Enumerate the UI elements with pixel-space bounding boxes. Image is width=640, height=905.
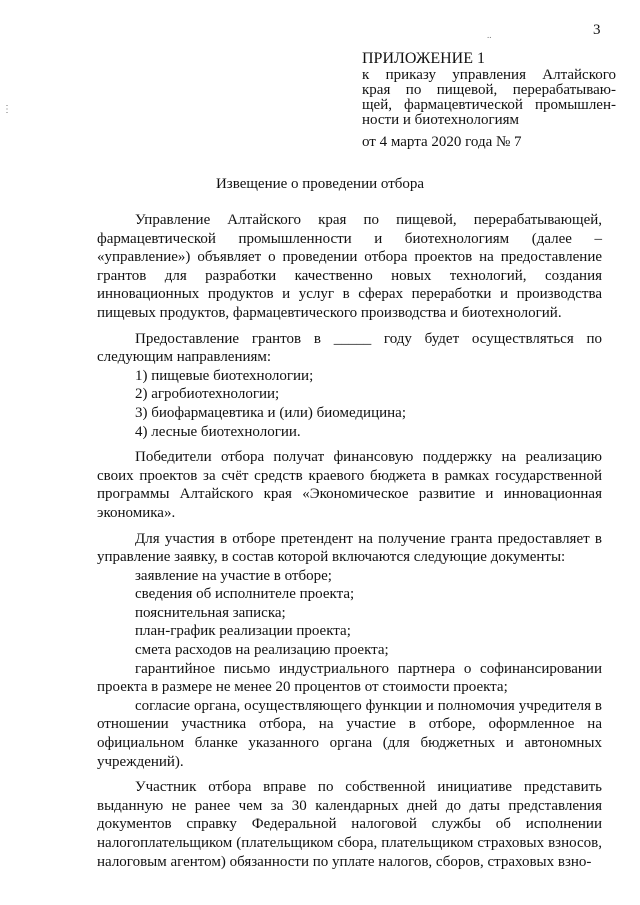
- appendix-line: ности и биотехнологиям: [362, 112, 520, 128]
- paragraph-directions-intro: Предоставление грантов в _____ году будет осуществляться по следующим направлениям:: [97, 330, 602, 366]
- direction-item: 4) лесные биотехнологии.: [135, 423, 301, 440]
- paragraph-guarantee: гарантийное письмо индустриального партнера о софинансировании проекта в размере не менее 20 процентов от стоимости проекта;: [97, 660, 602, 696]
- document-item: план-график реализации проекта;: [135, 623, 351, 640]
- appendix-line: края по пищевой, перерабатываю-: [362, 82, 616, 98]
- appendix-block: [362, 50, 616, 150]
- paragraph-intro: Управление Алтайского края по пищевой, перерабатывающей, фармацевтической промышленности и биотехнологиям (далее – «управление») объявляет о проведении отбора проектов на предоставление грантов для разработки качественно новых технологий, создания инновационных продуктов и услуг в сферах переработки и производства пищевых продуктов, фармацевтического производства и биотехнологий.: [97, 212, 602, 321]
- page-number: 3: [593, 22, 601, 38]
- direction-item: 2) агробиотехнологии;: [135, 386, 280, 403]
- paragraph-documents-intro: Для участия в отборе претендент на получение гранта предоставляет в управление заявку, в состав которой включаются следующие документы:: [97, 530, 602, 566]
- document-item: заявление на участие в отборе;: [135, 567, 332, 584]
- appendix-title: ПРИЛОЖЕНИЕ 1: [362, 50, 486, 67]
- edge-mark: ⋮: [2, 104, 12, 115]
- appendix-line: щей, фармацевтической промышлен-: [362, 97, 616, 113]
- paragraph-winners: Победители отбора получат финансовую поддержку на реализацию своих проектов за счёт средств краевого бюджета в рамках государственной программы Алтайского края «Экономическое развитие и инновационная экономика».: [97, 449, 602, 521]
- paragraph-tax-note: Участник отбора вправе по собственной инициативе представить выданную не ранее чем за 30 календарных дней до даты представления документов справку Федеральной налоговой службы об исполнении налогоплательщиком (плательщиком сбора, плательщиком страховых взносов, налоговым агентом) обязанности по уплате налогов, сборов, страховых взно-: [97, 779, 602, 870]
- document-title: Извещение о проведении отбора: [215, 176, 425, 192]
- direction-item: 3) биофармацевтика и (или) биомедицина;: [135, 404, 406, 421]
- document-item: смета расходов на реализацию проекта;: [135, 642, 389, 659]
- scan-mark: ..: [487, 30, 492, 40]
- document-item: пояснительная записка;: [135, 604, 286, 621]
- appendix-date: от 4 марта 2020 года № 7: [362, 134, 522, 150]
- document-body: [97, 211, 602, 871]
- document-item: сведения об исполнителе проекта;: [135, 586, 355, 603]
- appendix-line: к приказу управления Алтайского: [362, 67, 616, 83]
- direction-item: 1) пищевые биотехнологии;: [135, 367, 314, 384]
- paragraph-consent: согласие органа, осуществляющего функции и полномочия учредителя в отношении участника отбора, на участие в отборе, оформленное на официальном бланке указанного органа (для бюджетных и автономных учреждений).: [97, 697, 602, 770]
